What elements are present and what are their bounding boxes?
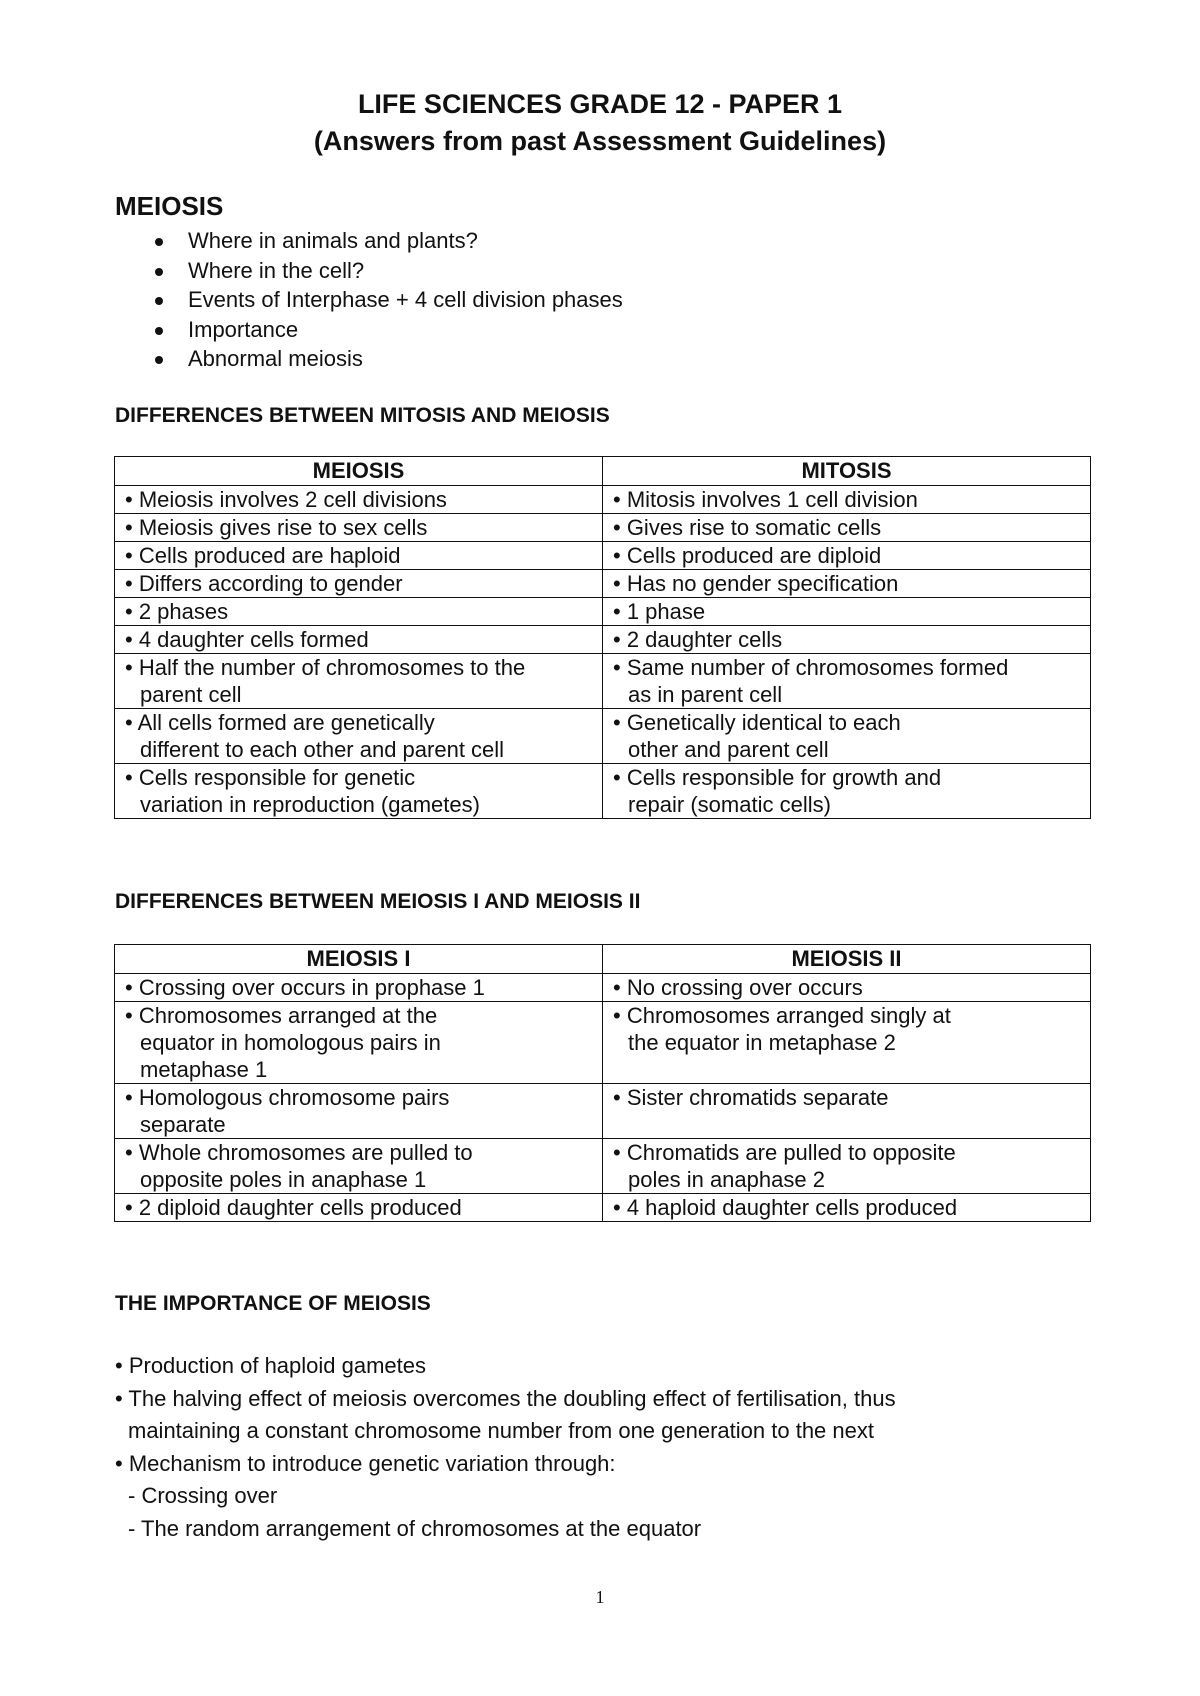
table-row — [115, 570, 1091, 598]
cell-text: • Chromosomes arranged singly at — [613, 1003, 951, 1028]
cell-text: • Same number of chromosomes formed — [613, 655, 1009, 680]
cell-text: • Chromosomes arranged at the — [125, 1003, 438, 1028]
sub-list-item: - The random arrangement of chromosomes at the equator — [128, 1515, 702, 1541]
cell-text: • Mitosis involves 1 cell division — [613, 487, 918, 512]
list-item: Abnormal meiosis — [155, 344, 623, 374]
cell-text: • Whole chromosomes are pulled to — [125, 1140, 473, 1165]
table-cell — [115, 626, 603, 654]
table-cell — [115, 1084, 603, 1139]
table-cell — [115, 654, 603, 709]
table-cell — [603, 709, 1091, 764]
document-subtitle: (Answers from past Assessment Guidelines) — [313, 126, 887, 156]
list-item: Where in the cell? — [155, 256, 623, 286]
cell-text: • Gives rise to somatic cells — [613, 515, 882, 540]
column-header-meiosis-i: MEIOSIS I — [115, 945, 603, 974]
table-row — [115, 626, 1091, 654]
mitosis-meiosis-heading: DIFFERENCES BETWEEN MITOSIS AND MEIOSIS — [115, 404, 610, 427]
cell-text: different to each other and parent cell — [140, 737, 505, 762]
table-cell — [603, 1139, 1091, 1194]
table-cell — [603, 570, 1091, 598]
table-cell — [115, 570, 603, 598]
cell-text: variation in reproduction (gametes) — [140, 792, 480, 817]
bullet-icon — [155, 327, 163, 335]
cell-text: • Has no gender specification — [613, 571, 899, 596]
table-cell — [603, 598, 1091, 626]
cell-text: • 2 phases — [125, 599, 229, 624]
table-cell — [603, 1194, 1091, 1222]
meiosis-topic-list — [155, 226, 623, 374]
cell-text: • 4 daughter cells formed — [125, 627, 369, 652]
table-cell — [115, 1002, 603, 1084]
cell-text: opposite poles in anaphase 1 — [140, 1167, 427, 1192]
cell-text: • No crossing over occurs — [613, 975, 863, 1000]
cell-text: other and parent cell — [628, 737, 829, 762]
cell-text: • Differs according to gender — [125, 571, 403, 596]
list-item-continuation: maintaining a constant chromosome number from one generation to the next — [128, 1418, 874, 1443]
list-item: Where in animals and plants? — [155, 226, 623, 256]
list-item: • Production of haploid gametes — [115, 1353, 427, 1378]
cell-text: • 4 haploid daughter cells produced — [613, 1195, 958, 1220]
table-cell — [115, 542, 603, 570]
importance-heading: THE IMPORTANCE OF MEIOSIS — [115, 1292, 431, 1315]
cell-text: • 1 phase — [613, 599, 706, 624]
bullet-icon — [155, 268, 163, 276]
column-header-mitosis: MITOSIS — [603, 457, 1091, 486]
table-header-row — [115, 457, 1091, 486]
table-row — [115, 1194, 1091, 1222]
table-cell — [115, 709, 603, 764]
cell-text: • Cells responsible for growth and — [613, 765, 942, 790]
table-row — [115, 974, 1091, 1002]
table-cell — [115, 486, 603, 514]
cell-text: parent cell — [140, 682, 242, 707]
column-header-meiosis-ii: MEIOSIS II — [603, 945, 1091, 974]
table-cell — [603, 542, 1091, 570]
table-row — [115, 764, 1091, 819]
cell-text: • Meiosis involves 2 cell divisions — [125, 487, 447, 512]
table-row — [115, 709, 1091, 764]
table-row — [115, 514, 1091, 542]
cell-text: as in parent cell — [628, 682, 783, 707]
cell-text: • Crossing over occurs in prophase 1 — [125, 975, 485, 1000]
meiosis-i-ii-table — [114, 944, 1091, 1222]
cell-text: poles in anaphase 2 — [628, 1167, 825, 1192]
table-cell — [115, 1194, 603, 1222]
cell-text: • Cells produced are diploid — [613, 543, 882, 568]
bullet-icon — [155, 238, 163, 246]
cell-text: • Homologous chromosome pairs — [125, 1085, 450, 1110]
bullet-icon — [155, 356, 163, 364]
sub-list-item: - Crossing over — [128, 1483, 278, 1508]
cell-text: equator in homologous pairs in — [140, 1030, 441, 1055]
cell-text: • 2 diploid daughter cells produced — [125, 1195, 462, 1220]
cell-text: • Sister chromatids separate — [613, 1085, 889, 1110]
cell-text: • Meiosis gives rise to sex cells — [125, 515, 428, 540]
cell-text: • Genetically identical to each — [613, 710, 901, 735]
list-item: • The halving effect of meiosis overcomes the doubling effect of fertilisation, thus — [115, 1385, 896, 1411]
meiosis-i-ii-heading: DIFFERENCES BETWEEN MEIOSIS I AND MEIOSIS II — [115, 890, 641, 913]
table-cell — [115, 514, 603, 542]
cell-text: • Cells responsible for genetic — [125, 765, 416, 790]
list-item: Events of Interphase + 4 cell division phases — [155, 285, 623, 315]
column-header-meiosis: MEIOSIS — [115, 457, 603, 486]
cell-text: separate — [140, 1112, 226, 1137]
cell-text: metaphase 1 — [140, 1057, 268, 1082]
table-header-row — [115, 945, 1091, 974]
table-cell — [115, 974, 603, 1002]
document-title: LIFE SCIENCES GRADE 12 - PAPER 1 — [357, 89, 843, 119]
list-item: Importance — [155, 315, 623, 345]
cell-text: • Chromatids are pulled to opposite — [613, 1140, 956, 1165]
bullet-icon — [155, 297, 163, 305]
table-cell — [603, 974, 1091, 1002]
table-cell — [603, 626, 1091, 654]
cell-text: • All cells formed are genetically — [125, 710, 435, 735]
table-row — [115, 598, 1091, 626]
table-cell — [603, 1002, 1091, 1084]
table-cell — [603, 654, 1091, 709]
meiosis-heading: MEIOSIS — [115, 191, 224, 221]
list-item: • Mechanism to introduce genetic variation through: — [115, 1450, 616, 1476]
cell-text: • Half the number of chromosomes to the — [125, 655, 526, 680]
table-cell — [115, 598, 603, 626]
cell-text: repair (somatic cells) — [628, 792, 831, 817]
cell-text: the equator in metaphase 2 — [628, 1030, 896, 1055]
table-cell — [603, 514, 1091, 542]
table-row — [115, 542, 1091, 570]
cell-text: • 2 daughter cells — [613, 627, 783, 652]
table-row — [115, 1084, 1091, 1139]
table-cell — [603, 486, 1091, 514]
mitosis-meiosis-table — [114, 456, 1091, 819]
table-cell — [603, 1084, 1091, 1139]
table-cell — [115, 764, 603, 819]
page-number: 1 — [595, 1587, 605, 1607]
table-row — [115, 654, 1091, 709]
table-row — [115, 1139, 1091, 1194]
table-row — [115, 1002, 1091, 1084]
table-cell — [115, 1139, 603, 1194]
table-cell — [603, 764, 1091, 819]
table-row — [115, 486, 1091, 514]
cell-text: • Cells produced are haploid — [125, 543, 401, 568]
importance-list — [115, 1350, 896, 1545]
